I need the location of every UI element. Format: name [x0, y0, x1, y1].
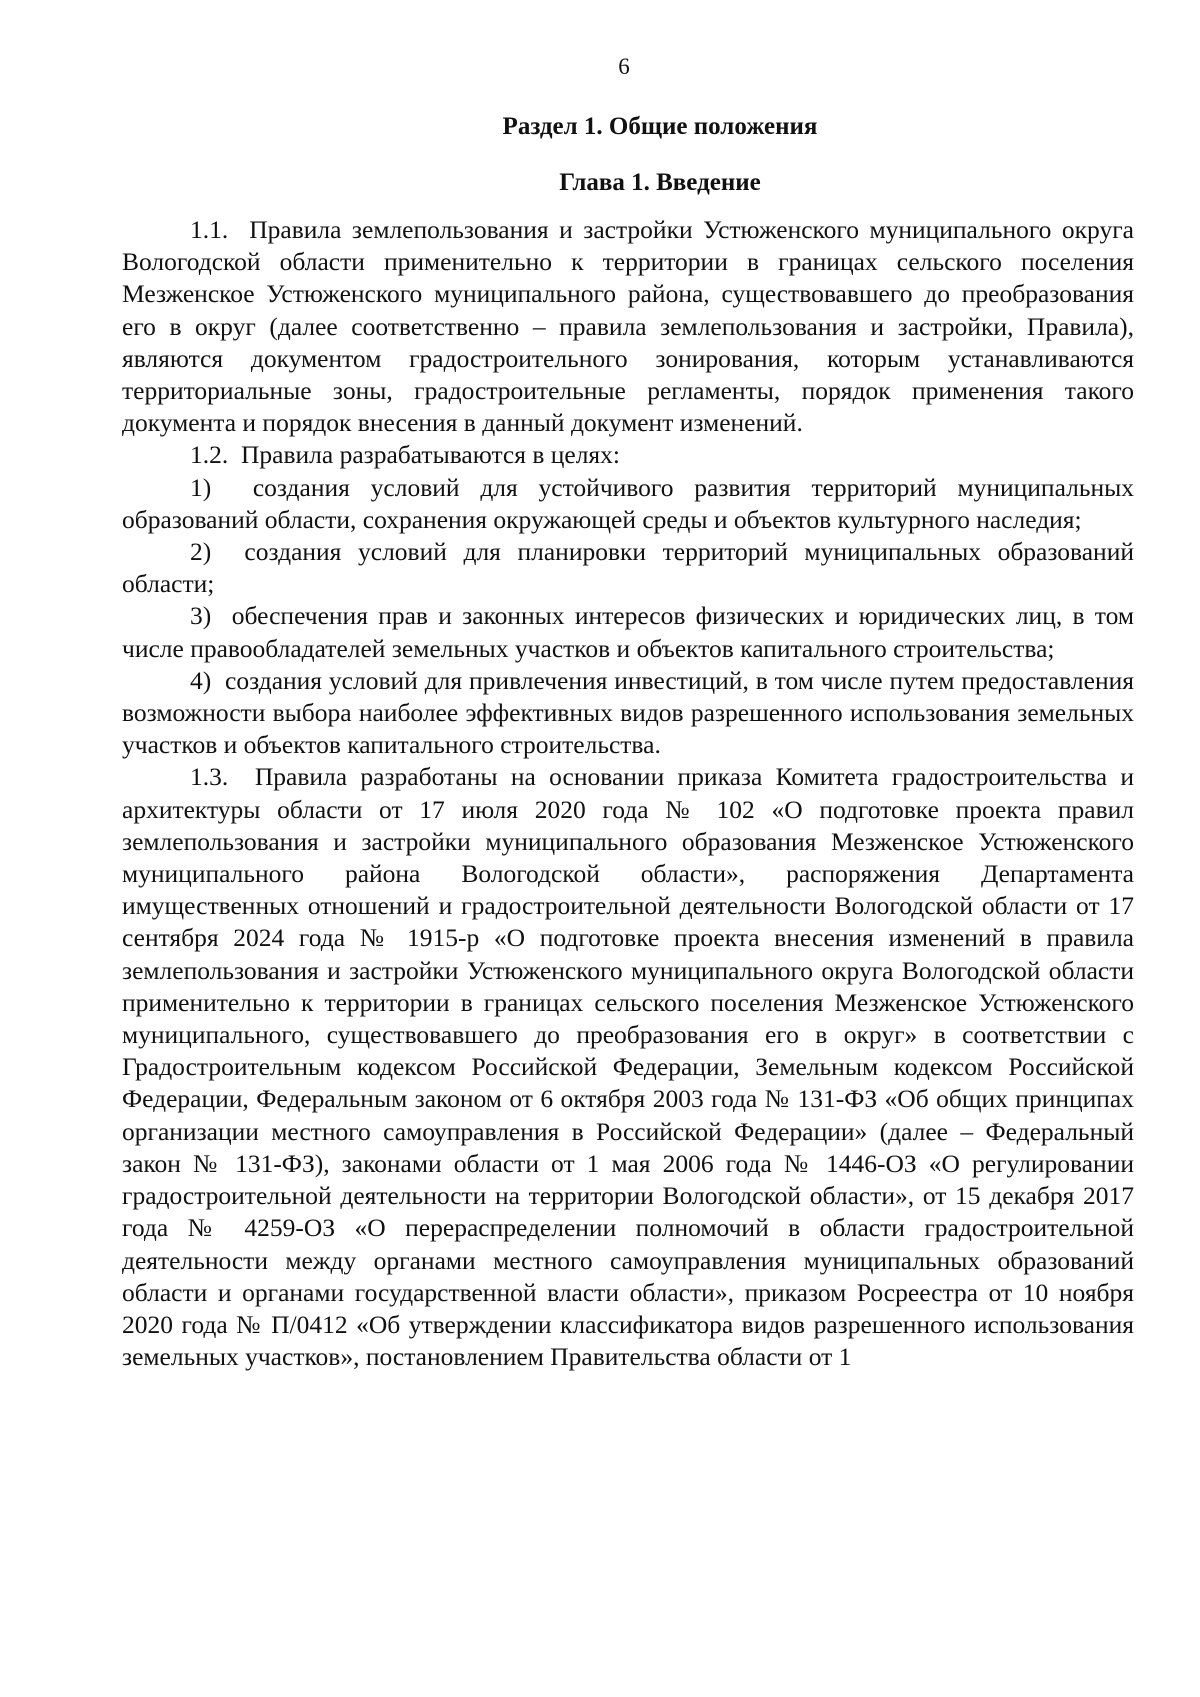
section-title: Раздел 1. Общие положения: [502, 113, 818, 140]
chapter-title: Глава 1. Введение: [559, 169, 761, 196]
list-item-1: 1) создания условий для устойчивого развития территорий муниципальных образований области, сохранения окружающей среды и объектов культурного наследия;: [122, 472, 1134, 534]
paragraph-1-3: 1.3. Правила разработаны на основании приказа Комитета градостроительства и архитектуры области от 17 июля 2020 года № 102 «О подготовке проекта правил землепользования и застройки муниципального образования Мезженское Устюженского муниципального района Вологодской области», распоряжения Департамента имущественных отношений и градостроительной деятельности Вологодской области от 17 сентября 2024 года № 1915-р «О подготовке проекта внесения изменений в правила землепользования и застройки Устюженского муниципального округа Вологодской области применительно к территории в границах сельского поселения Мезженское Устюженского муниципального, существовавшего до преобразования его в округ» в соответствии с Градостроительным кодексом Российской Федерации, Земельным кодексом Российской Федерации, Федеральным законом от 6 октября 2003 года № 131-ФЗ «Об общих принципах организации местного самоуправления в Российской Федерации» (далее – Федеральный закон № 131-ФЗ), законами области от 1 мая 2006 года № 1446-ОЗ «О регулировании градостроительной деятельности на территории Вологодской области», от 15 декабря 2017 года № 4259-ОЗ «О перераспределении полномочий в области градостроительной деятельности между органами местного самоуправления муниципальных образований области и органами государственной власти области», приказом Росреестра от 10 ноября 2020 года № П/0412 «Об утверждении классификатора видов разрешенного использования земельных участков», постановлением Правительства области от 1: [122, 762, 1134, 1372]
list-item-3: 3) обеспечения прав и законных интересов физических и юридических лиц, в том числе правообладателей земельных участков и объектов капитального строительства;: [122, 601, 1134, 663]
list-item-4: 4) создания условий для привлечения инвестиций, в том числе путем предоставления возможности выбора наиболее эффективных видов разрешенного использования земельных участков и объектов капитального строительства.: [122, 665, 1134, 760]
list-item-2: 2) создания условий для планировки территорий муниципальных образований области;: [122, 537, 1134, 599]
page-number: 6: [618, 54, 630, 79]
paragraph-1-1: 1.1. Правила землепользования и застройки Устюженского муниципального округа Вологодской области применительно к территории в границах сельского поселения Мезженское Устюженского муниципального района, существовавшего до преобразования его в округ (далее соответственно – правила землепользования и застройки, Правила), являются документом градостроительного зонирования, которым устанавливаются территориальные зоны, градостроительные регламенты, порядок применения такого документа и порядок внесения в данный документ изменений.: [122, 215, 1134, 438]
document-body: [122, 214, 1134, 1373]
paragraph-1-2: 1.2. Правила разрабатываются в целях:: [190, 440, 620, 470]
